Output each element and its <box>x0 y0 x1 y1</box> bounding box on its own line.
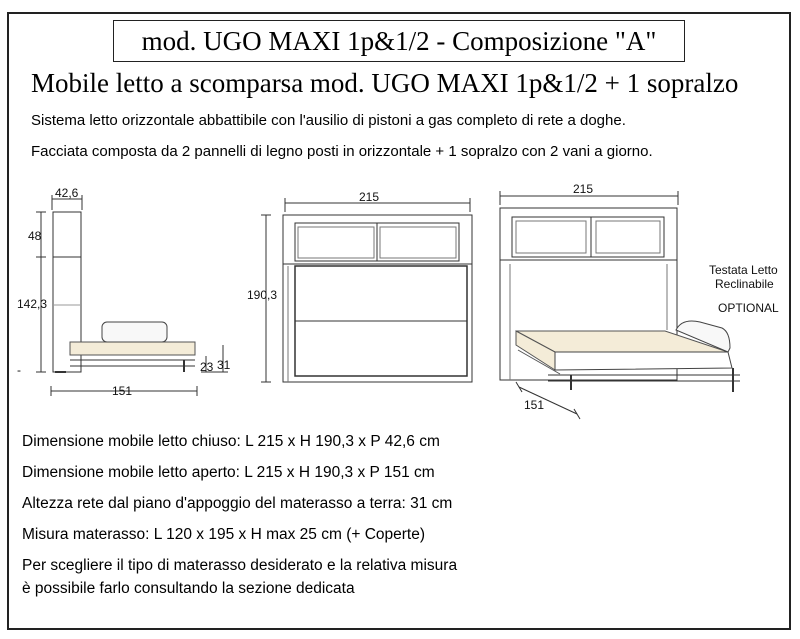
front-open-drawing <box>500 191 740 419</box>
spec-closed-dimensions: Dimensione mobile letto chiuso: L 215 x H 190,3 x P 42,6 cm <box>22 433 440 450</box>
spec-slat-height: Altezza rete dal piano d'appoggio del materasso a terra: 31 cm <box>22 495 453 512</box>
side-body-height-label: 142,3 <box>17 297 48 311</box>
front-closed-height-label: 190,3 <box>247 288 278 302</box>
side-open-depth-label: 151 <box>112 384 133 398</box>
spec-mattress-size: Misura materasso: L 120 x 195 x H max 25 cm (+ Coperte) <box>22 526 426 543</box>
optional-note: OPTIONAL <box>718 301 779 315</box>
page-subtitle: Mobile letto a scomparsa mod. UGO MAXI 1p&1/2 + 1 sopralzo <box>31 68 739 98</box>
spec-open-dimensions: Dimensione mobile letto aperto: L 215 x H 190,3 x P 151 cm <box>22 464 435 481</box>
front-closed-width-label: 215 <box>359 190 380 204</box>
side-depth-label: 42,6 <box>55 186 79 200</box>
description-line-2: Facciata composta da 2 pannelli di legno posti in orizzontale + 1 sopralzo con 2 vani a giorno. <box>31 143 653 160</box>
side-top-height-label: 48 <box>28 229 42 243</box>
description-line-1: Sistema letto orizzontale abbattibile con l'ausilio di pistoni a gas completo di rete a doghe. <box>31 112 626 129</box>
headboard-note-line-2: Reclinabile <box>715 277 774 291</box>
front-open-width-label: 215 <box>573 182 594 196</box>
spec-mattress-note-2: è possibile farlo consultando la sezione dedicata <box>22 580 355 597</box>
page-title: mod. UGO MAXI 1p&1/2 - Composizione "A" <box>113 20 685 62</box>
spec-mattress-note-1: Per scegliere il tipo di materasso desiderato e la relativa misura <box>22 557 458 574</box>
front-open-depth-label: 151 <box>524 398 545 412</box>
side-small-dim-1: 23 <box>200 360 214 374</box>
headboard-note-line-1: Testata Letto <box>709 263 778 277</box>
front-closed-drawing <box>261 198 472 382</box>
side-floor-mark: - <box>17 363 21 377</box>
side-small-dim-2: 31 <box>217 358 231 372</box>
